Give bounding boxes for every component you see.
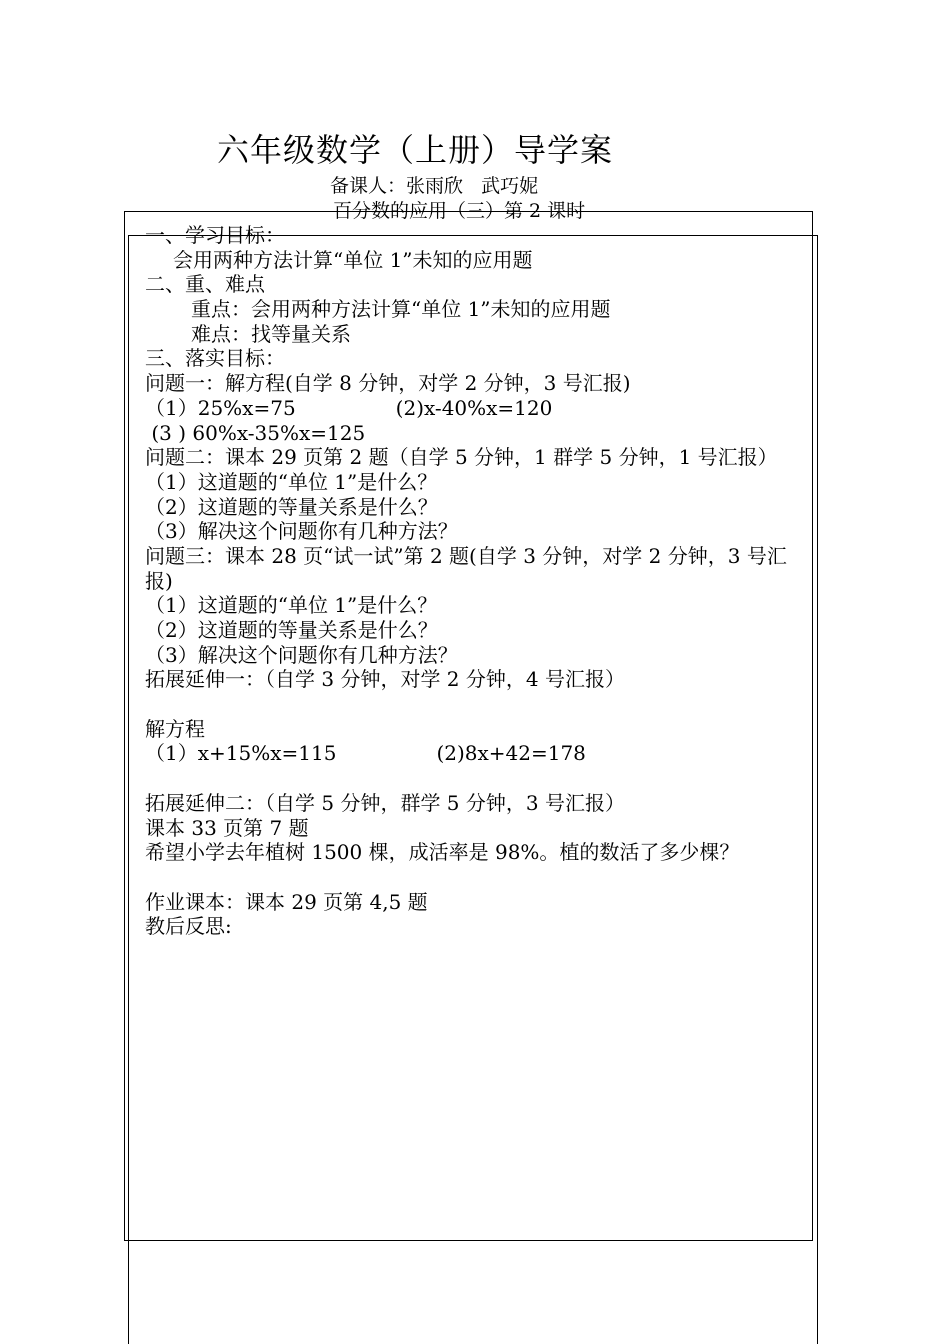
- problem-2-question-1: （1）这道题的“单位 1”是什么？: [145, 469, 438, 494]
- spacer: [145, 692, 813, 717]
- learning-goal: 会用两种方法计算“单位 1”未知的应用题: [173, 247, 533, 272]
- problem-2-question-2: （2）这道题的等量关系是什么？: [145, 494, 438, 519]
- extension-1-equations-row: [145, 741, 813, 766]
- lesson-subtitle: 百分数的应用（三）第 2 课时: [333, 200, 586, 222]
- section-heading-objectives: 一、学习目标：: [145, 223, 285, 247]
- reflection-line: 教后反思:: [145, 914, 232, 939]
- difficulty-point: 难点：找等量关系: [191, 321, 351, 346]
- key-point: 重点：会用两种方法计算“单位 1”未知的应用题: [191, 297, 611, 322]
- spacer: [145, 766, 813, 791]
- equation-2: (2)x-40%x=120: [395, 395, 553, 420]
- section-heading-key-points: 二、重、难点: [145, 272, 265, 297]
- problem-3-heading: 问题三：课本 28 页“试一试”第 2 题(自学 3 分钟，对学 2 分钟，3 号汇报): [145, 543, 787, 593]
- extension-1-task: 解方程: [145, 716, 205, 741]
- problem-3-question-1: （1）这道题的“单位 1”是什么？: [145, 593, 438, 618]
- section-heading-practice: 三、落实目标：: [145, 346, 285, 371]
- extension-equation-2: (2)8x+42=178: [436, 741, 586, 766]
- extension-equation-1: （1）x+15%x=115: [145, 741, 337, 766]
- preparer-line: 备课人：张雨欣 武巧妮: [330, 175, 539, 197]
- spacer: [145, 865, 813, 890]
- problem-3-question-3: （3）解决这个问题你有几种方法？: [145, 642, 458, 667]
- lesson-content: [145, 223, 813, 939]
- homework-line: 作业课本：课本 29 页第 4,5 题: [145, 889, 428, 914]
- extension-2-source: 课本 33 页第 7 题: [145, 815, 309, 840]
- extension-1-heading: 拓展延伸一：（自学 3 分钟，对学 2 分钟，4 号汇报）: [145, 667, 625, 692]
- extension-2-question: 希望小学去年植树 1500 棵，成活率是 98%。植的数活了多少棵？: [145, 840, 740, 865]
- problem-3-question-2: （2）这道题的等量关系是什么？: [145, 618, 438, 643]
- document-title: 六年级数学（上册）导学案: [217, 131, 614, 169]
- problem-2-question-3: （3）解决这个问题你有几种方法？: [145, 519, 458, 544]
- problem-2-heading: 问题二：课本 29 页第 2 题（自学 5 分钟，1 群学 5 分钟，1 号汇报）: [145, 445, 778, 470]
- equation-3: (3 ) 60%x-35%x=125: [145, 420, 366, 445]
- extension-2-heading: 拓展延伸二：（自学 5 分钟，群学 5 分钟，3 号汇报）: [145, 790, 625, 815]
- equation-1: （1）25%x=75: [145, 395, 296, 420]
- problem-1-equations-row: [145, 396, 813, 421]
- problem-1-heading: 问题一：解方程(自学 8 分钟，对学 2 分钟，3 号汇报): [145, 371, 631, 396]
